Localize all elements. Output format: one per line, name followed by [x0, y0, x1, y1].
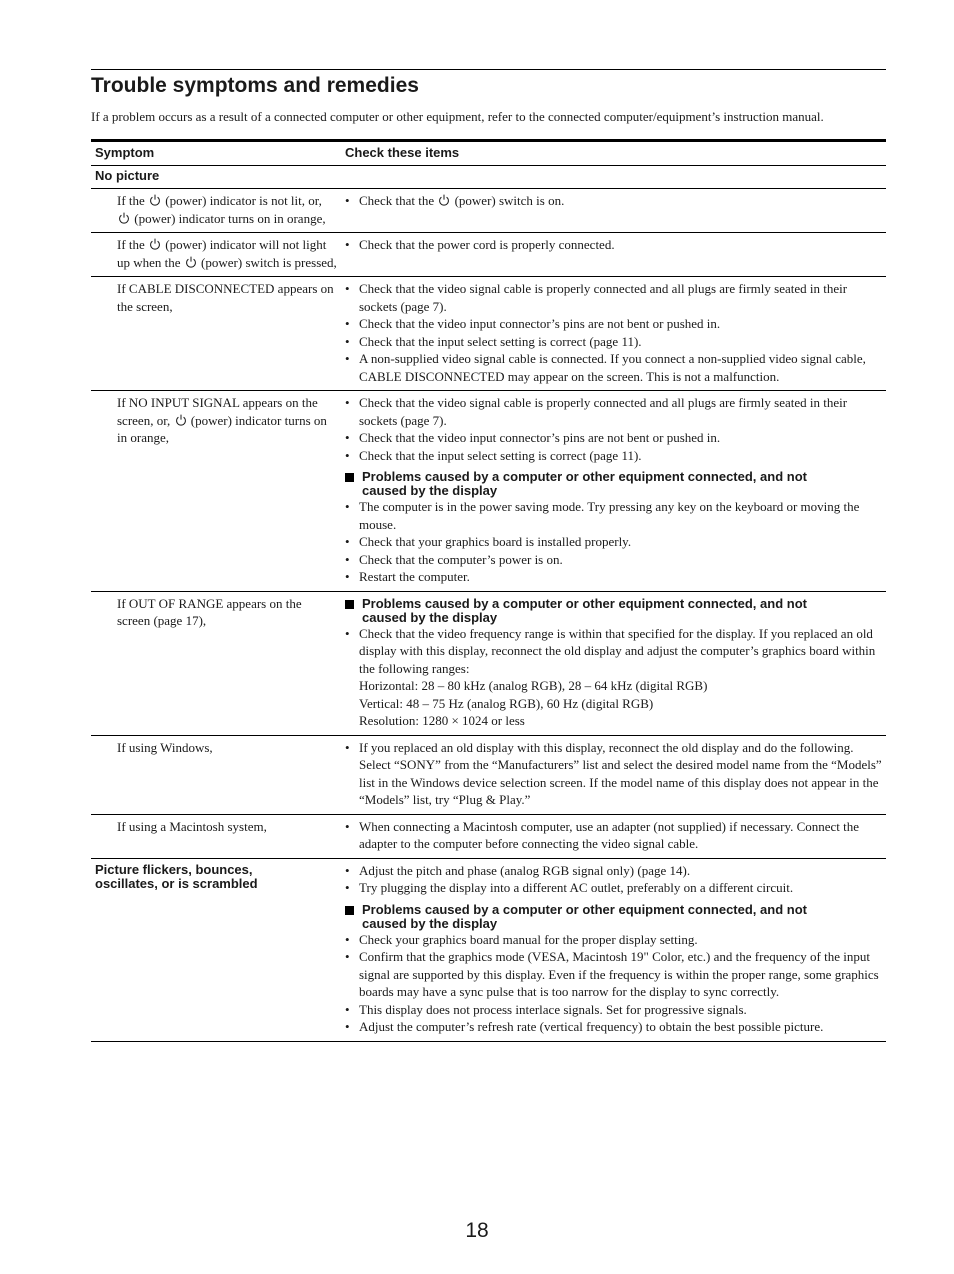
bullet: •	[345, 499, 350, 514]
table-header-row	[91, 141, 886, 166]
power-icon	[175, 414, 187, 426]
list-item	[345, 931, 882, 949]
category-line: oscillates, or is scrambled	[95, 875, 258, 891]
bullet: •	[345, 569, 350, 584]
item-text: The computer is in the power saving mode. Try pressing any key on the keyboard or moving the mouse.	[359, 499, 860, 532]
list-item	[345, 333, 882, 351]
table-row	[91, 391, 886, 592]
symptom-text: is pressed,	[282, 254, 337, 270]
item-text: Check that the input select setting is correct (page 11).	[359, 333, 642, 349]
list-item	[345, 879, 882, 897]
table-row	[91, 858, 886, 1041]
symptom-text: (power) indicator	[190, 412, 282, 428]
list-item	[345, 429, 882, 447]
bullet: •	[345, 949, 350, 964]
header-check-items: Check these items	[341, 141, 886, 166]
power-icon	[438, 194, 450, 206]
list-item	[345, 625, 882, 678]
category-row-no-picture	[91, 166, 886, 189]
page-title: Trouble symptoms and remedies	[91, 74, 419, 97]
list-item	[345, 350, 882, 385]
bullet: •	[345, 193, 350, 208]
item-text: Check your graphics board manual for the proper display setting.	[359, 931, 698, 947]
item-text: Check that the video signal cable is properly connected and all plugs are firmly seated in their sockets (page 7).	[359, 395, 848, 428]
item-text: Confirm that the graphics mode (VESA, Macintosh 19" Color, etc.) and the frequency of the input signal are supported by this display. Even if the frequency is within the proper range, some graphics boards may have a sync pulse that is too narrow for the display to sync correctly.	[359, 949, 879, 999]
horizontal-range: Horizontal: 28 – 80 kHz (analog RGB), 28 – 64 kHz (digital RGB)	[359, 678, 708, 693]
symptom-text: (power) indicator turns on in	[134, 210, 284, 226]
item-text: Adjust the pitch and phase (analog RGB signal only) (page 14).	[359, 862, 691, 878]
list-item	[345, 315, 882, 333]
bullet: •	[345, 237, 350, 252]
list-item	[345, 236, 882, 254]
check-items-cell	[341, 735, 886, 814]
check-items-cell	[341, 814, 886, 858]
table-row	[91, 277, 886, 391]
black-square-icon	[345, 473, 354, 482]
table-row	[91, 735, 886, 814]
bullet: •	[345, 551, 350, 567]
symptom-text: orange,	[286, 210, 326, 226]
item-text: (power) switch is on.	[454, 193, 565, 208]
header-symptom: Symptom	[91, 141, 341, 166]
black-square-icon	[345, 906, 354, 915]
resolution: Resolution: 1280 × 1024 or less	[359, 713, 525, 728]
symptom-cell: If CABLE DISCONNECTED appears on the screen,	[91, 277, 341, 391]
category-line: Picture flickers, bounces,	[95, 861, 253, 877]
heading-line: Problems caused by a computer or other equipment connected, and not	[362, 595, 807, 611]
intro-text: If a problem occurs as a result of a connected computer or other equipment, refer to the connected computer/equipment’s instruction manual.	[91, 109, 824, 124]
bullet: •	[345, 1019, 350, 1034]
bullet: •	[345, 931, 350, 947]
list-item	[345, 862, 882, 880]
table-row	[91, 189, 886, 233]
symptom-text: If the	[117, 237, 145, 252]
subsection	[345, 470, 882, 586]
list-item	[345, 818, 882, 853]
item-text: Check that the power cord is properly connected.	[359, 237, 615, 252]
subsection	[345, 903, 882, 1036]
bullet: •	[345, 281, 350, 296]
item-text: Check that the computer’s power is on.	[359, 551, 563, 567]
item-text: This display does not process interlace signals. Set for progressive signals.	[359, 1001, 747, 1017]
heading-line: Problems caused by a computer or other equipment connected, and not	[362, 901, 807, 917]
power-icon	[149, 238, 161, 250]
check-items-cell	[341, 189, 886, 233]
item-text: A non-supplied video signal cable is connected. If you connect a non-supplied video signal cable, CABLE DISCONNECTED may appear on the screen. This is not a malfunction.	[359, 351, 866, 384]
bullet: •	[345, 534, 350, 549]
check-items-cell	[341, 233, 886, 277]
item-text: Check that the input select setting is correct (page 11).	[359, 447, 642, 463]
item-text: Check that your graphics board is installed properly.	[359, 534, 632, 549]
item-text: Check that the video frequency range is within that specified for the display. If you replaced an old display with this display, reconnect the old display and adjust the computer’s graphics board within the following ranges:	[359, 625, 876, 676]
power-icon	[118, 212, 130, 224]
heading-line: Problems caused by a computer or other equipment connected, and not	[362, 469, 807, 484]
symptom-text: (power) indicator will not	[165, 237, 300, 252]
symptom-text: the screen, or,	[117, 395, 318, 428]
list-item	[345, 1001, 882, 1019]
list-item	[345, 568, 882, 586]
list-item	[345, 533, 882, 551]
list-item	[345, 447, 882, 465]
item-text: Try plugging the display into a different AC outlet, preferably on a different circuit.	[359, 880, 794, 895]
symptom-text: turns on in orange,	[117, 412, 327, 445]
subsection-heading	[345, 470, 882, 498]
subsection-heading	[345, 597, 882, 625]
symptom-cell	[91, 233, 341, 277]
list-item	[345, 192, 882, 210]
bullet: •	[345, 447, 350, 463]
category-no-picture: No picture	[91, 166, 886, 189]
symptom-cell: If using Windows,	[91, 735, 341, 814]
item-text: Check that the	[359, 193, 435, 208]
list-item	[345, 948, 882, 1001]
symptom-text: (power) indicator is not lit,	[165, 193, 306, 208]
symptom-cell	[91, 189, 341, 233]
manual-page	[91, 69, 886, 1042]
check-items-cell	[341, 858, 886, 1041]
list-item	[345, 1018, 882, 1036]
bullet: •	[345, 1001, 350, 1017]
power-icon	[149, 194, 161, 206]
bullet: •	[345, 316, 350, 331]
bullet: •	[345, 351, 350, 366]
subsection-heading	[345, 903, 882, 931]
table-row	[91, 591, 886, 735]
top-rule	[91, 69, 886, 70]
list-item	[345, 394, 882, 429]
check-items-cell	[341, 591, 886, 735]
check-items-cell	[341, 277, 886, 391]
bullet: •	[345, 862, 350, 878]
item-text: Restart the computer.	[359, 569, 470, 584]
symptom-cell: If using a Macintosh system,	[91, 814, 341, 858]
symptom-text: If the	[117, 193, 145, 208]
bullet: •	[345, 395, 350, 410]
black-square-icon	[345, 600, 354, 609]
bullet: •	[345, 818, 350, 834]
item-text: Adjust the computer’s refresh rate (vertical frequency) to obtain the best possible picture.	[359, 1019, 824, 1034]
symptom-text: (power) switch	[201, 254, 280, 270]
symptom-cell	[91, 391, 341, 592]
heading-line: caused by the display	[362, 609, 498, 625]
heading-line: caused by the display	[362, 483, 498, 498]
symptom-text: If NO INPUT SIGNAL appears on	[117, 395, 299, 410]
bullet: •	[345, 430, 350, 445]
bullet: •	[345, 880, 350, 895]
table-row	[91, 814, 886, 858]
item-text: Check that the video signal cable is properly connected and all plugs are firmly seated in their sockets (page 7).	[359, 281, 848, 314]
item-text: Check that the video input connector’s pins are not bent or pushed in.	[359, 316, 721, 331]
power-icon	[185, 256, 197, 268]
table-row	[91, 233, 886, 277]
item-text: Check that the video input connector’s pins are not bent or pushed in.	[359, 430, 721, 445]
symptom-cell: If OUT OF RANGE appears on the screen (page 17),	[91, 591, 341, 735]
item-text: If you replaced an old display with this display, reconnect the old display and do the following. Select “SONY” from the “Manufacturers” list and select the desired model name from the “Models” list in the Windows device selection screen. If the model name of this display does not appear in the “Models” list, try “Plug & Play.”	[359, 739, 882, 807]
bullet: •	[345, 739, 350, 755]
list-item	[345, 280, 882, 315]
check-items-cell	[341, 391, 886, 592]
trouble-table	[91, 139, 886, 1042]
bullet: •	[345, 625, 350, 641]
category-flicker	[91, 858, 341, 1041]
list-item	[345, 551, 882, 569]
symptom-text: or,	[308, 193, 322, 208]
list-item	[345, 498, 882, 533]
item-text: When connecting a Macintosh computer, use an adapter (not supplied) if necessary. Connect the adapter to the computer before connecting the video signal cable.	[359, 818, 860, 851]
vertical-range: Vertical: 48 – 75 Hz (analog RGB), 60 Hz (digital RGB)	[359, 695, 654, 711]
heading-line: caused by the display	[362, 915, 498, 931]
list-item	[345, 739, 882, 809]
bullet: •	[345, 333, 350, 349]
page-number: 18	[465, 1219, 489, 1242]
symptom-text: light up when the	[117, 237, 327, 270]
